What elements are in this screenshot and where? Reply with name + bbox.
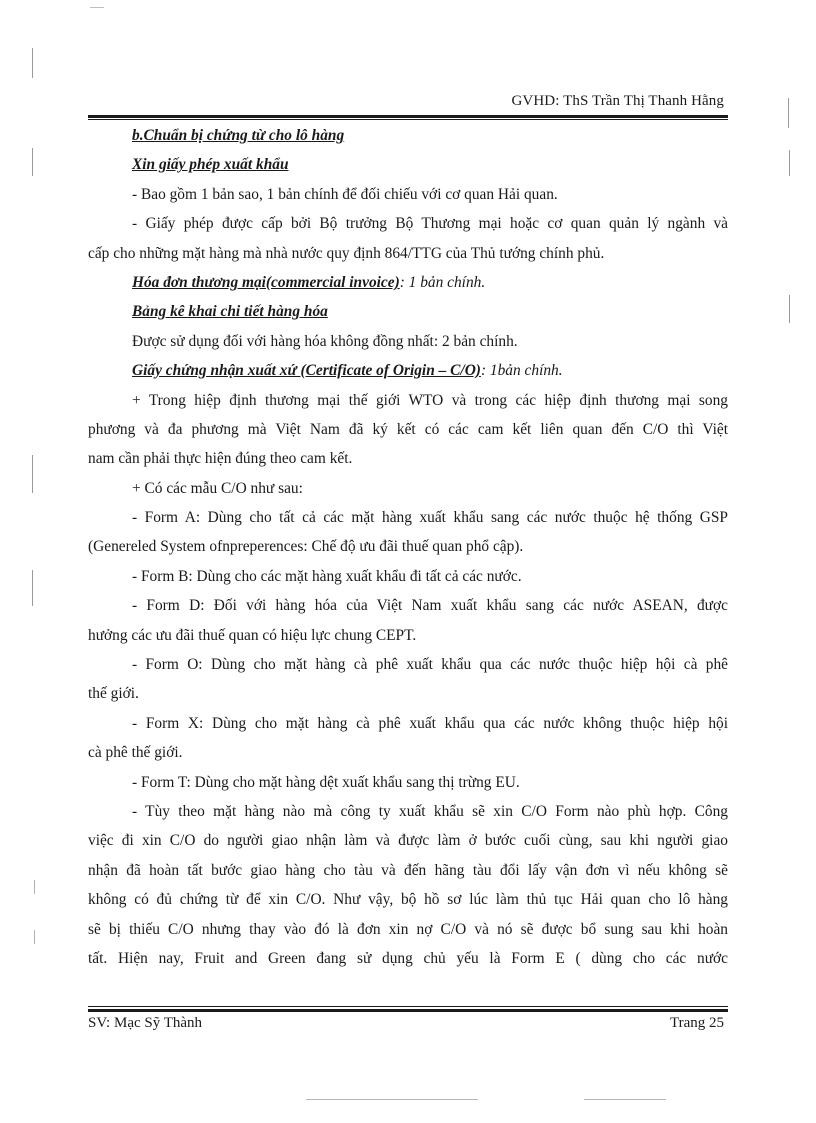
scan-mark [788, 98, 789, 128]
section-title: b.Chuẩn bị chứng từ cho lô hàng [132, 127, 345, 144]
paragraph-line: Được sử dụng đối với hàng hóa không đồng nhất: 2 bản chính. [132, 332, 518, 350]
header-rule [88, 115, 728, 118]
form-o-line: - Form O: Dùng cho mặt hàng cà phê xuất khẩu qua các nước thuộc hiệp hội cà phê [132, 656, 728, 674]
form-o-line: thế giới. [88, 685, 139, 703]
scan-mark [32, 48, 33, 78]
form-t-line: - Form T: Dùng cho mặt hàng dệt xuất khẩu sang thị trừng EU. [132, 773, 520, 791]
scan-mark [789, 295, 790, 323]
form-d-line: hưởng các ưu đãi thuế quan có hiệu lực chung CEPT. [88, 626, 417, 644]
scan-mark [789, 150, 790, 176]
paragraph-line: tất. Hiện nay, Fruit and Green đang sử dụng chủ yếu là Form E ( dùng cho các nước [88, 949, 728, 967]
form-x-line: - Form X: Dùng cho mặt hàng cà phê xuất khẩu qua các nước không thuộc hiệp hội [132, 714, 728, 732]
scan-mark [34, 930, 35, 944]
paragraph-line: sẽ bị thiếu C/O nhưng thay vào đó là đơn xin nợ C/O và nó sẽ được bổ sung sau khi hoàn [88, 920, 728, 938]
form-x-line: cà phê thế giới. [88, 744, 183, 762]
footer-rule [88, 1009, 728, 1012]
form-a-line: - Form A: Dùng cho tất cả các mặt hàng xuất khẩu sang các nước thuộc hệ thống GSP [132, 509, 728, 527]
footer-rule-thin [88, 1006, 728, 1007]
heading-invoice: Hóa đơn thương mại(commercial invoice): 1 bản chính. [132, 273, 486, 291]
scan-mark [34, 880, 35, 894]
paragraph-line: nhận đã hoàn tất bước giao hàng cho tàu và đến hãng tàu đổi lấy vận đơn vì nếu không sẽ [88, 861, 728, 879]
paragraph-line: không có đủ chứng từ để xin C/O. Như vậy, bộ hồ sơ lúc làm thủ tục Hải quan cho lô hàng [88, 891, 728, 909]
footer-student: SV: Mạc Sỹ Thành [88, 1015, 203, 1031]
scan-mark [584, 1099, 666, 1100]
heading-packing-list: Bảng kê khai chi tiết hàng hóa [132, 303, 328, 321]
form-a-line: (Genereled System ofnpreperences: Chế độ ưu đãi thuế quan phổ cập). [88, 538, 524, 556]
paragraph-line: - Tùy theo mặt hàng nào mà công ty xuất khẩu sẽ xin C/O Form nào phù hợp. Công [132, 802, 728, 820]
scan-mark [32, 455, 33, 493]
paragraph-line: cấp cho những mặt hàng mà nhà nước quy định 864/TTG của Thủ tướng chính phủ. [88, 244, 605, 262]
paragraph-line: - Bao gồm 1 bản sao, 1 bản chính để đối chiếu với cơ quan Hải quan. [132, 185, 558, 203]
paragraph-line: + Trong hiệp định thương mại thế giới WTO và trong các hiệp định thương mại song [132, 391, 728, 409]
form-b-line: - Form B: Dùng cho các mặt hàng xuất khẩu đi tất cả các nước. [132, 567, 522, 585]
scan-mark [32, 148, 33, 176]
paragraph-line: việc đi xin C/O do người giao nhận làm và được làm ở bước cuối cùng, sau khi người giao [88, 832, 728, 850]
header-rule-thin [88, 119, 728, 120]
paragraph-line: nam cần phải thực hiện đúng theo cam kết. [88, 450, 353, 468]
scan-mark [306, 1099, 478, 1100]
paragraph-line: phương và đa phương mà Việt Nam đã ký kết có các cam kết liên quan đến C/O thì Việt [88, 420, 728, 438]
scan-mark [32, 570, 33, 606]
heading-certificate-of-origin: Giấy chứng nhận xuất xứ (Certificate of Origin – C/O): 1bản chính. [132, 362, 563, 380]
paragraph-line: - Giấy phép được cấp bởi Bộ trưởng Bộ Thương mại hoặc cơ quan quản lý ngành và [132, 215, 728, 233]
header-supervisor: GVHD: ThS Trần Thị Thanh Hằng [511, 93, 724, 109]
form-d-line: - Form D: Đối với hàng hóa của Việt Nam xuất khẩu sang các nước ASEAN, được [132, 597, 728, 615]
scan-mark [90, 7, 104, 8]
paragraph-line: + Có các mẫu C/O như sau: [132, 479, 303, 497]
page-number: Trang 25 [669, 1015, 724, 1031]
body-text [88, 121, 728, 973]
heading-export-license: Xin giấy phép xuất khẩu [132, 156, 289, 174]
